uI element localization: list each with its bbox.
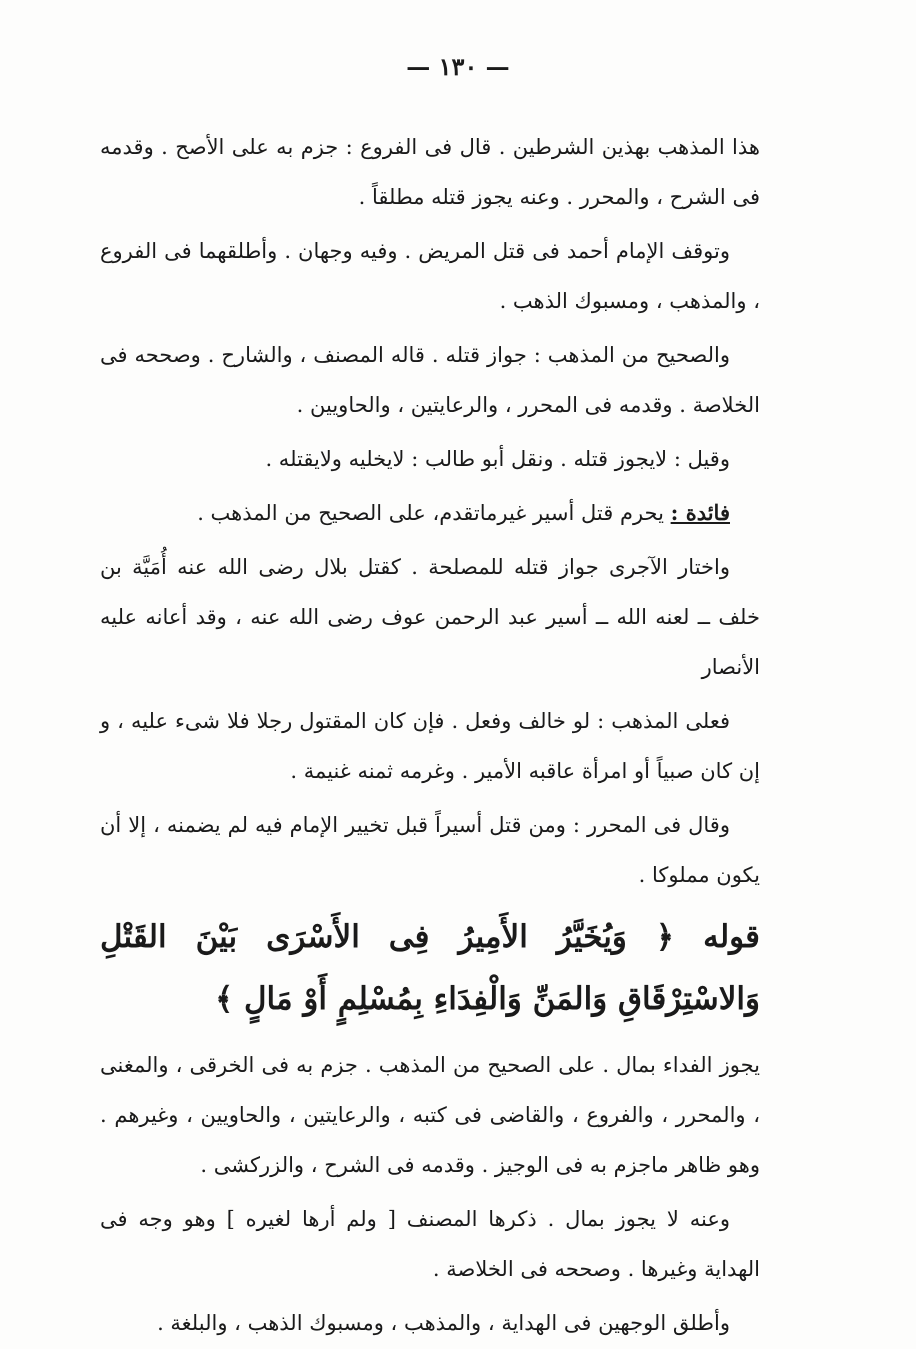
paragraph-2: وتوقف الإمام أحمد فى قتل المريض . وفيه وجهان . وأطلقهما فى الفروع ، والمذهب ، ومسبوك الذهب .: [100, 239, 760, 313]
paragraph-8: يجوز الفداء بمال . على الصحيح من المذهب . جزم به فى الخرقى ، والمغنى ، والمحرر ، والفروع ، والقاضى فى كتبه ، والرعايتين ، والحاويين ، وغيرهم . وهو ظاهر ماجزم به فى الوجيز . وقدمه فى الشرح ، والزركشى .: [100, 1053, 760, 1177]
paragraph-4: وقيل : لايجوز قتله . ونقل أبو طالب : لايخليه ولايقتله .: [265, 447, 730, 471]
paragraph-3: والصحيح من المذهب : جواز قتله . قاله المصنف ، والشارح . وصححه فى الخلاصة . وقدمه فى المحرر ، والرعايتين ، والحاويين .: [100, 343, 760, 417]
paragraph-1: هذا المذهب بهذين الشرطين . قال فى الفروع : جزم به على الأصح . وقدمه فى الشرح ، والمحرر . وعنه يجوز قتله مطلقاً .: [100, 135, 760, 209]
faida-text: يحرم قتل أسير غيرماتقدم، على الصحيح من المذهب .: [197, 501, 664, 525]
paragraph-7: وقال فى المحرر : ومن قتل أسيراً قبل تخيير الإمام فيه لم يضمنه ، إلا أن يكون مملوكا .: [100, 813, 760, 887]
quote-lead: قوله: [703, 919, 760, 955]
main-text: [100, 122, 760, 1352]
quote-text: ﴿ وَيُخَيَّرُ الأَمِيرُ فِى الأَسْرَى بَيْنَ القَتْلِ وَالاسْتِرْقَاقِ وَالمَنِّ وَالْفِدَاءِ بِمُسْلِمٍ أَوْ مَالٍ ﴾: [100, 919, 760, 1017]
paragraph-10: وأطلق الوجهين فى الهداية ، والمذهب ، ومسبوك الذهب ، والبلغة .: [157, 1311, 730, 1335]
faida-paragraph: [100, 488, 760, 538]
paragraph-9: وعنه لا يجوز بمال . ذكرها المصنف [ ولم أرها لغيره ] وهو وجه فى الهداية وغيرها . وصححه فى الخلاصة .: [100, 1207, 760, 1281]
quoted-heading: [100, 906, 760, 1030]
faida-label: فائدة :: [670, 500, 730, 525]
page-number: — ١٣٠ —: [406, 52, 510, 81]
paragraph-6: فعلى المذهب : لو خالف وفعل . فإن كان المقتول رجلا فلا شىء عليه ، و إن كان صبياً أو امرأة عاقبه الأمير . وغرمه ثمنه غنيمة .: [100, 709, 760, 783]
paragraph-5: واختار الآجرى جواز قتله للمصلحة . كقتل بلال رضى الله عنه أُمَيَّة بن خلف ــ لعنه الله ــ أسير عبد الرحمن عوف رضى الله عنه ، وقد أعانه عليه الأنصار: [100, 555, 760, 679]
